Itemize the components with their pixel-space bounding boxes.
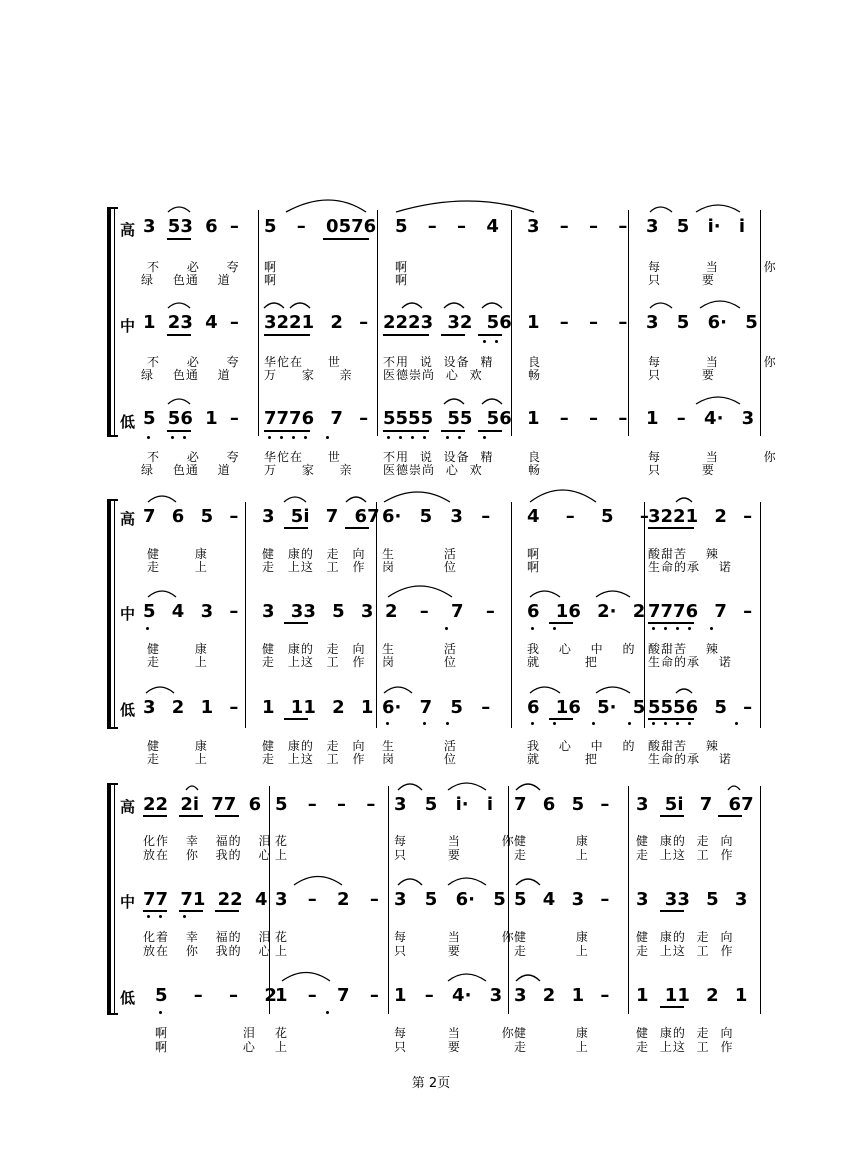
part-label-low: 低 xyxy=(120,413,136,431)
octave-dot xyxy=(483,340,486,343)
beam xyxy=(284,718,308,720)
slur xyxy=(676,498,692,502)
measure: 7 6 5 – xyxy=(514,794,610,815)
page-number: 第 2页 xyxy=(411,1076,451,1091)
slur xyxy=(384,492,450,502)
slur xyxy=(596,591,630,597)
octave-dot xyxy=(159,1011,162,1014)
slur xyxy=(516,784,540,790)
beam xyxy=(179,910,203,912)
octave-dot xyxy=(664,627,667,630)
lyric: 只 要 xyxy=(648,463,715,477)
slur xyxy=(396,201,534,212)
measure: 3 33 5 3 xyxy=(636,889,748,910)
octave-dot xyxy=(387,436,390,439)
lyric: 只 要 xyxy=(394,944,461,958)
lyric: 花 xyxy=(275,834,289,848)
octave-dot xyxy=(280,436,283,439)
slur xyxy=(444,399,464,404)
slur xyxy=(650,303,672,308)
octave-dot xyxy=(652,722,655,725)
measure: 5 – – 2 xyxy=(155,985,277,1006)
slur xyxy=(728,786,740,790)
octave-dot xyxy=(423,436,426,439)
lyric: 岗 位 xyxy=(382,655,457,669)
octave-dot xyxy=(304,436,307,439)
lyric: 走 上 xyxy=(514,1040,589,1054)
octave-dot xyxy=(553,722,556,725)
lyric: 岗 位 xyxy=(382,560,457,574)
lyric: 啊 xyxy=(395,260,409,274)
lyric: 就 把 xyxy=(527,655,598,669)
measure: 22 2i 77 6 xyxy=(143,794,262,815)
octave-dot xyxy=(652,627,655,630)
lyric: 走 上这 工 作 xyxy=(636,848,734,862)
lyric: 健 康 xyxy=(514,930,589,944)
lyric: 医德崇尚 心 欢 xyxy=(383,368,483,382)
lyric: 啊 xyxy=(264,260,278,274)
lyric: 生命的承 诺 xyxy=(648,560,732,574)
octave-dot xyxy=(146,627,149,630)
lyric: 走 上这 工 作 xyxy=(636,944,734,958)
part-label-low: 低 xyxy=(120,989,136,1007)
octave-dot xyxy=(446,436,449,439)
octave-dot xyxy=(735,722,738,725)
lyric: 每 当 你 xyxy=(648,450,777,464)
lyric: 花 xyxy=(275,1026,289,1040)
slur xyxy=(516,879,540,885)
lyric: 岗 位 xyxy=(382,752,457,766)
lyric: 生 活 xyxy=(382,642,457,656)
lyric: 良 xyxy=(528,450,542,464)
octave-dot xyxy=(445,627,448,630)
slur xyxy=(398,879,422,885)
beam xyxy=(660,910,684,912)
lyric: 啊 xyxy=(395,273,409,287)
slur xyxy=(286,200,366,212)
octave-dot xyxy=(147,915,150,918)
slur xyxy=(696,397,740,404)
lyric: 走 上 xyxy=(147,560,208,574)
beam xyxy=(143,910,167,912)
part-label-high: 高 xyxy=(120,221,136,239)
beam xyxy=(549,718,573,720)
part-label-mid: 中 xyxy=(120,605,136,623)
measure: 1 23 4 – xyxy=(143,312,239,333)
measure: 1 – – – xyxy=(527,408,628,429)
lyric: 万 家 亲 xyxy=(264,368,353,382)
slur xyxy=(264,303,284,308)
lyric: 走 上这 工 作 xyxy=(262,655,366,669)
octave-dot xyxy=(292,436,295,439)
lyric: 只 要 xyxy=(394,848,461,862)
beam xyxy=(167,334,191,336)
lyric: 绿 色通 道 xyxy=(141,463,231,477)
lyric: 健 康 xyxy=(147,547,208,561)
lyric: 华佗在 世 xyxy=(264,355,341,369)
beam xyxy=(718,815,742,817)
lyric: 上 xyxy=(275,1040,289,1054)
octave-dot xyxy=(495,340,498,343)
measure: 5 4 3 – xyxy=(143,601,239,622)
measure: 1 – – – xyxy=(527,312,628,333)
lyric: 只 要 xyxy=(648,273,715,287)
lyric: 健 康的 走 向 xyxy=(636,930,734,944)
beam xyxy=(648,718,694,720)
octave-dot xyxy=(399,436,402,439)
octave-dot xyxy=(326,1011,329,1014)
measure: 77 71 22 4 xyxy=(143,889,268,910)
lyric: 花 xyxy=(275,930,289,944)
slur xyxy=(282,973,330,982)
lyric: 良 xyxy=(528,355,542,369)
measure: 3 5 i· i xyxy=(646,216,746,237)
beam xyxy=(264,430,310,432)
slur xyxy=(676,689,692,693)
lyric: 走 上 xyxy=(147,752,208,766)
lyric: 走 上这 工 作 xyxy=(262,560,366,574)
measure: 2 – 7 – xyxy=(385,601,495,622)
lyric: 走 上 xyxy=(514,944,589,958)
slur xyxy=(388,586,452,597)
lyric: 走 上这 工 作 xyxy=(636,1040,734,1054)
lyric: 健 康 xyxy=(147,642,208,656)
beam xyxy=(383,430,429,432)
part-label-high: 高 xyxy=(120,798,136,816)
lyric: 健 康的 走 向 xyxy=(262,739,366,753)
lyric: 我 心 中 的 xyxy=(527,739,636,753)
lyric: 生命的承 诺 xyxy=(648,655,732,669)
measure: 3 2 1 – xyxy=(514,985,610,1006)
lyric: 走 上 xyxy=(147,655,208,669)
lyric: 啊 xyxy=(527,547,541,561)
beam xyxy=(648,622,694,624)
lyric: 健 康的 走 向 xyxy=(636,834,734,848)
lyric: 健 康的 走 向 xyxy=(262,642,366,656)
octave-dot xyxy=(183,436,186,439)
lyric: 每 当 你 xyxy=(394,1026,515,1040)
measure: 1 – 7 – xyxy=(275,985,379,1006)
lyric: 啊 xyxy=(527,560,541,574)
slur xyxy=(530,687,560,693)
part-label-mid: 中 xyxy=(120,893,136,911)
beam xyxy=(179,815,203,817)
slur xyxy=(596,687,630,693)
measure: 6 16 2· 2 xyxy=(527,601,646,622)
lyric: 健 康 xyxy=(147,739,208,753)
lyric: 绿 色通 道 xyxy=(141,368,231,382)
lyric: 绿 色通 道 xyxy=(141,273,231,287)
measure: 6 16 5· 5 xyxy=(527,697,646,718)
beam xyxy=(167,238,191,240)
octave-dot xyxy=(628,722,631,725)
slur xyxy=(146,687,174,693)
slur xyxy=(530,591,560,597)
octave-dot xyxy=(411,436,414,439)
measure: 3 5 i· i xyxy=(394,794,494,815)
lyric: 只 要 xyxy=(394,1040,461,1054)
lyric: 每 当 你 xyxy=(394,930,515,944)
lyric: 上 xyxy=(275,848,289,862)
beam xyxy=(478,334,502,336)
measure: 1 – 4· 3 xyxy=(394,985,503,1006)
octave-dot xyxy=(483,436,486,439)
part-label-high: 高 xyxy=(120,510,136,528)
measure: 5 56 1 – xyxy=(143,408,239,429)
lyric: 啊 xyxy=(264,273,278,287)
octave-dot xyxy=(446,722,449,725)
octave-dot xyxy=(326,436,329,439)
measure: 4 – 5 – xyxy=(527,506,649,527)
octave-dot xyxy=(676,722,679,725)
slur xyxy=(290,303,310,308)
lyric: 不 必 夸 xyxy=(147,450,240,464)
beam xyxy=(660,1006,684,1008)
lyric: 不 必 夸 xyxy=(147,260,240,274)
measure: 1 11 2 1 xyxy=(636,985,748,1006)
measure: 5555 55 56 xyxy=(383,408,512,429)
measure: 3221 2 – xyxy=(264,312,369,333)
measure: 3 5i 7 67 xyxy=(262,506,380,527)
lyric: 不用 说 设备 精 xyxy=(383,450,494,464)
measure: 5 – – – xyxy=(275,794,376,815)
beam xyxy=(345,527,369,529)
slur xyxy=(482,303,502,308)
lyric: 化作 幸 福的 泪 xyxy=(143,834,272,848)
beam xyxy=(323,238,369,240)
lyric: 生 活 xyxy=(382,739,457,753)
part-label-low: 低 xyxy=(120,701,136,719)
measure: 3 2 1 – xyxy=(143,697,239,718)
lyric: 化着 幸 福的 泪 xyxy=(143,930,272,944)
measure: 3 53 6 – xyxy=(143,216,239,237)
slur xyxy=(168,207,190,212)
lyric: 医德崇尚 心 欢 xyxy=(383,463,483,477)
beam xyxy=(284,622,308,624)
measure: 5 – 0576 xyxy=(264,216,377,237)
measure: 5556 5 – xyxy=(648,697,753,718)
octave-dot xyxy=(676,627,679,630)
slur xyxy=(294,877,342,886)
measure: 3 5i 7 67 xyxy=(636,794,754,815)
lyric: 健 康 xyxy=(514,834,589,848)
slur xyxy=(700,301,740,308)
lyric: 生 活 xyxy=(382,547,457,561)
lyric: 走 上这 工 作 xyxy=(262,752,366,766)
slur xyxy=(516,975,540,981)
slur xyxy=(448,974,486,981)
slur xyxy=(168,399,190,404)
lyric: 放在 你 我的 心 xyxy=(143,848,272,862)
lyric: 畅 xyxy=(528,463,542,477)
beam xyxy=(167,430,191,432)
measure: 3 – 2 – xyxy=(275,889,379,910)
lyric: 每 当 你 xyxy=(648,355,777,369)
octave-dot xyxy=(386,722,389,725)
lyric: 健 康的 走 向 xyxy=(636,1026,734,1040)
beam xyxy=(284,527,308,529)
slur xyxy=(402,303,422,308)
measure: 6· 7 5 – xyxy=(382,697,491,718)
beam xyxy=(215,910,239,912)
lyric: 健 康 xyxy=(514,1026,589,1040)
slur xyxy=(148,591,176,597)
beam xyxy=(660,815,684,817)
slur xyxy=(696,205,740,212)
lyric: 就 把 xyxy=(527,752,598,766)
octave-dot xyxy=(159,915,162,918)
octave-dot xyxy=(183,915,186,918)
measure: 1 11 2 1 xyxy=(262,697,374,718)
measure: 2223 32 56 xyxy=(383,312,512,333)
octave-dot xyxy=(592,722,595,725)
measure: 1 – 4· 3 xyxy=(646,408,755,429)
slur xyxy=(284,497,306,502)
lyric: 华佗在 世 xyxy=(264,450,341,464)
slur xyxy=(186,786,198,790)
beam xyxy=(143,815,167,817)
slur xyxy=(482,399,502,404)
measure: 3 – – – xyxy=(527,216,628,237)
beam xyxy=(215,815,239,817)
lyric: 不用 说 设备 精 xyxy=(383,355,494,369)
lyric: 生命的承 诺 xyxy=(648,752,732,766)
lyric: 上 xyxy=(275,944,289,958)
beam xyxy=(478,430,502,432)
measure: 3 5 6· 5 xyxy=(646,312,758,333)
slur xyxy=(650,207,672,212)
lyric: 酸甜苦 辣 xyxy=(648,547,719,561)
octave-dot xyxy=(171,436,174,439)
measure: 5 – – 4 xyxy=(395,216,499,237)
lyric: 万 家 亲 xyxy=(264,463,353,477)
octave-dot xyxy=(531,627,534,630)
part-label-mid: 中 xyxy=(120,317,136,335)
measure: 7776 7 – xyxy=(648,601,753,622)
slur xyxy=(448,783,486,790)
measure: 3 5 6· 5 xyxy=(394,889,506,910)
lyric: 每 当 你 xyxy=(648,260,777,274)
lyric: 每 当 你 xyxy=(394,834,515,848)
octave-dot xyxy=(458,436,461,439)
octave-dot xyxy=(423,722,426,725)
slur xyxy=(444,303,464,308)
beam xyxy=(441,430,465,432)
slur xyxy=(168,303,190,308)
slur xyxy=(448,878,486,885)
beam xyxy=(441,334,465,336)
lyric: 不 必 夸 xyxy=(147,355,240,369)
beam xyxy=(648,527,694,529)
octave-dot xyxy=(710,627,713,630)
measure: 7776 7 – xyxy=(264,408,369,429)
slur xyxy=(148,496,176,502)
slur xyxy=(346,497,366,502)
octave-dot xyxy=(268,436,271,439)
slur xyxy=(530,490,596,502)
octave-dot xyxy=(553,627,556,630)
beam xyxy=(383,334,429,336)
lyric: 啊 心 xyxy=(155,1040,256,1054)
octave-dot xyxy=(147,436,150,439)
measure: 6· 5 3 – xyxy=(382,506,491,527)
beam xyxy=(549,622,573,624)
slur xyxy=(398,784,422,790)
lyric: 放在 你 我的 心 xyxy=(143,944,272,958)
lyric: 走 上 xyxy=(514,848,589,862)
beam xyxy=(264,334,310,336)
octave-dot xyxy=(688,627,691,630)
measure: 3221 2 – xyxy=(648,506,753,527)
lyric: 酸甜苦 辣 xyxy=(648,642,719,656)
lyric: 啊 泪 xyxy=(155,1026,256,1040)
measure: 3 33 5 3 xyxy=(262,601,374,622)
octave-dot xyxy=(531,722,534,725)
lyric: 健 康的 走 向 xyxy=(262,547,366,561)
lyric: 酸甜苦 辣 xyxy=(648,739,719,753)
lyric: 我 心 中 的 xyxy=(527,642,636,656)
measure: 7 6 5 – xyxy=(143,506,239,527)
lyric: 只 要 xyxy=(648,368,715,382)
measure: 5 4 3 – xyxy=(514,889,610,910)
slur xyxy=(384,687,412,693)
lyric: 畅 xyxy=(528,368,542,382)
octave-dot xyxy=(688,722,691,725)
octave-dot xyxy=(664,722,667,725)
